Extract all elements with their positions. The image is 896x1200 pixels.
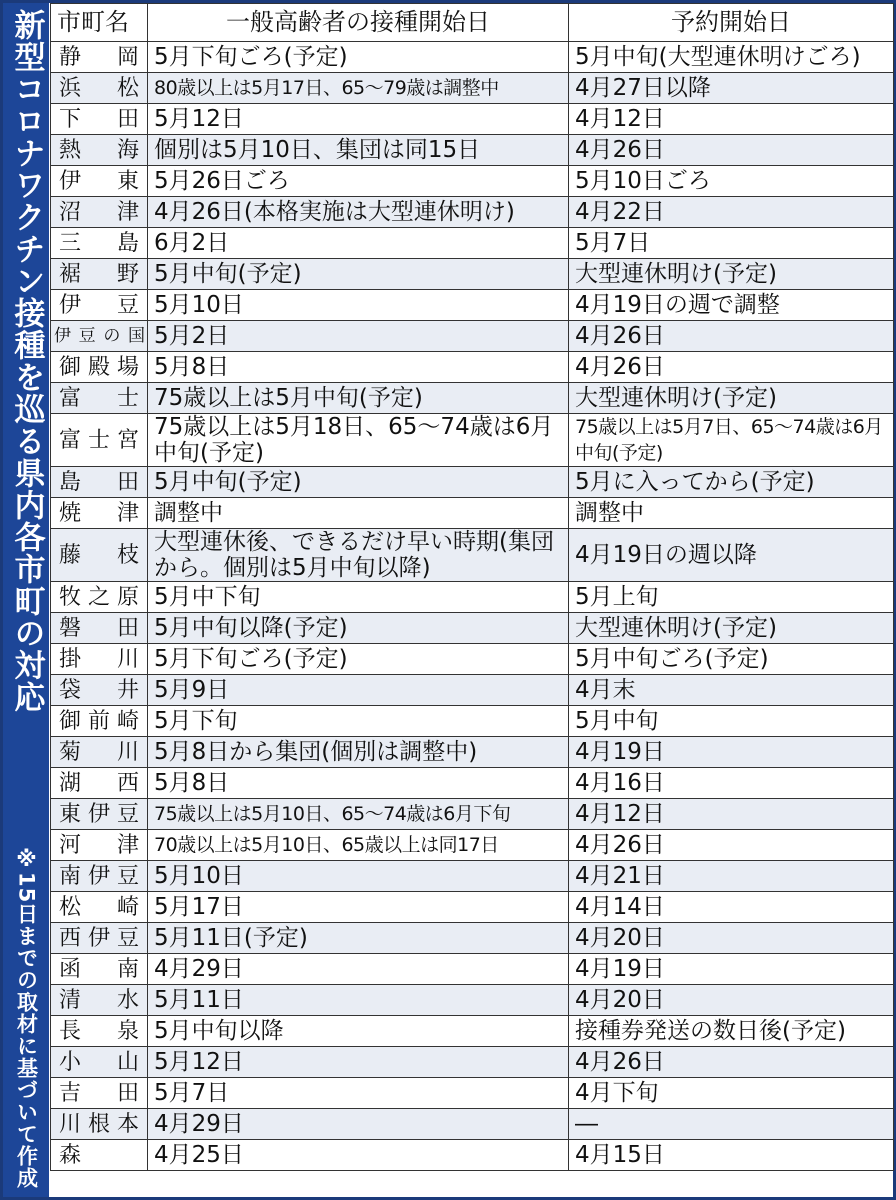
reserve-date-cell: 5月上旬	[569, 582, 894, 613]
reserve-date-cell: 4月26日	[569, 352, 894, 383]
side-banner	[3, 3, 49, 1197]
city-cell: 河津	[51, 830, 148, 861]
table-row	[51, 1109, 894, 1140]
city-cell: 富士	[51, 383, 148, 414]
city-cell: 川根本	[51, 1109, 148, 1140]
city-cell: 沼津	[51, 197, 148, 228]
reserve-date-cell: 4月20日	[569, 923, 894, 954]
reserve-date-cell: 4月19日の週で調整	[569, 290, 894, 321]
start-date-cell: 5月10日	[148, 861, 569, 892]
reserve-date-cell: 大型連休明け(予定)	[569, 613, 894, 644]
start-date-cell: 4月25日	[148, 1140, 569, 1171]
start-date-cell: 5月11日(予定)	[148, 923, 569, 954]
city-cell: 藤枝	[51, 529, 148, 582]
table-row	[51, 582, 894, 613]
start-date-cell: 75歳以上は5月18日、65～74歳は6月中旬(予定)	[148, 414, 569, 467]
reserve-date-cell: 調整中	[569, 498, 894, 529]
vaccination-table	[50, 3, 894, 1171]
start-date-cell: 5月8日	[148, 352, 569, 383]
start-date-cell: 5月12日	[148, 1047, 569, 1078]
city-cell: 函南	[51, 954, 148, 985]
header-reserve-date: 予約開始日	[569, 4, 894, 42]
city-cell: 吉田	[51, 1078, 148, 1109]
city-cell: 袋井	[51, 675, 148, 706]
reserve-date-cell: 4月27日以降	[569, 73, 894, 104]
reserve-date-cell: 4月12日	[569, 104, 894, 135]
reserve-date-cell: 接種券発送の数日後(予定)	[569, 1016, 894, 1047]
start-date-cell: 大型連休後、できるだけ早い時期(集団から。個別は5月中旬以降)	[148, 529, 569, 582]
table-row	[51, 985, 894, 1016]
reserve-date-cell: 4月19日の週以降	[569, 529, 894, 582]
table-row	[51, 923, 894, 954]
reserve-date-cell: 4月12日	[569, 799, 894, 830]
reserve-date-cell: 4月19日	[569, 954, 894, 985]
start-date-cell: 6月2日	[148, 228, 569, 259]
reserve-date-cell: 4月26日	[569, 830, 894, 861]
reserve-date-cell: 4月21日	[569, 861, 894, 892]
table-row	[51, 737, 894, 768]
reserve-date-cell: 5月中旬	[569, 706, 894, 737]
table-row	[51, 259, 894, 290]
city-cell: 松崎	[51, 892, 148, 923]
reserve-date-cell: 5月中旬ごろ(予定)	[569, 644, 894, 675]
reserve-date-cell: 5月に入ってから(予定)	[569, 467, 894, 498]
city-cell: 伊豆の国	[51, 321, 148, 352]
reserve-date-cell: 4月15日	[569, 1140, 894, 1171]
city-cell: 長泉	[51, 1016, 148, 1047]
start-date-cell: 5月17日	[148, 892, 569, 923]
start-date-cell: 75歳以上は5月中旬(予定)	[148, 383, 569, 414]
reserve-date-cell: 5月7日	[569, 228, 894, 259]
table-row	[51, 1078, 894, 1109]
reserve-date-cell: ―	[569, 1109, 894, 1140]
start-date-cell: 70歳以上は5月10日、65歳以上は同17日	[148, 830, 569, 861]
table-row	[51, 613, 894, 644]
table-row	[51, 414, 894, 467]
reserve-date-cell: 4月末	[569, 675, 894, 706]
table-row	[51, 352, 894, 383]
header-start-date: 一般高齢者の接種開始日	[148, 4, 569, 42]
start-date-cell: 5月中旬以降(予定)	[148, 613, 569, 644]
table-row	[51, 1140, 894, 1171]
reserve-date-cell: 4月20日	[569, 985, 894, 1016]
reserve-date-cell: 大型連休明け(予定)	[569, 383, 894, 414]
start-date-cell: 5月下旬ごろ(予定)	[148, 42, 569, 73]
start-date-cell: 5月2日	[148, 321, 569, 352]
city-cell: 小山	[51, 1047, 148, 1078]
table-row	[51, 892, 894, 923]
start-date-cell: 5月中旬(予定)	[148, 259, 569, 290]
reserve-date-cell: 4月26日	[569, 321, 894, 352]
city-cell: 伊東	[51, 166, 148, 197]
start-date-cell: 5月下旬ごろ(予定)	[148, 644, 569, 675]
start-date-cell: 4月29日	[148, 954, 569, 985]
city-cell: 三島	[51, 228, 148, 259]
start-date-cell: 5月8日	[148, 768, 569, 799]
city-cell: 南伊豆	[51, 861, 148, 892]
table-row	[51, 498, 894, 529]
header-city: 市町名	[51, 4, 148, 42]
reserve-date-cell: 4月26日	[569, 1047, 894, 1078]
start-date-cell: 5月下旬	[148, 706, 569, 737]
table-row	[51, 228, 894, 259]
city-cell: 御殿場	[51, 352, 148, 383]
city-cell: 富士宮	[51, 414, 148, 467]
start-date-cell: 4月29日	[148, 1109, 569, 1140]
start-date-cell: 5月10日	[148, 290, 569, 321]
city-cell: 熱海	[51, 135, 148, 166]
table-row	[51, 644, 894, 675]
start-date-cell: 個別は5月10日、集団は同15日	[148, 135, 569, 166]
table-row	[51, 675, 894, 706]
header-row	[51, 4, 894, 42]
reserve-date-cell: 75歳以上は5月7日、65～74歳は6月中旬(予定)	[569, 414, 894, 467]
start-date-cell: 5月12日	[148, 104, 569, 135]
city-cell: 牧之原	[51, 582, 148, 613]
side-note: ※15日までの取材に基づいて作成	[14, 846, 39, 1189]
reserve-date-cell: 5月10日ごろ	[569, 166, 894, 197]
city-cell: 島田	[51, 467, 148, 498]
city-cell: 裾野	[51, 259, 148, 290]
reserve-date-cell: 4月22日	[569, 197, 894, 228]
table-row	[51, 166, 894, 197]
reserve-date-cell: 4月26日	[569, 135, 894, 166]
start-date-cell: 4月26日(本格実施は大型連休明け)	[148, 197, 569, 228]
table-row	[51, 706, 894, 737]
city-cell: 御前崎	[51, 706, 148, 737]
table-row	[51, 861, 894, 892]
city-cell: 下田	[51, 104, 148, 135]
reserve-date-cell: 大型連休明け(予定)	[569, 259, 894, 290]
reserve-date-cell: 4月下旬	[569, 1078, 894, 1109]
start-date-cell: 5月7日	[148, 1078, 569, 1109]
city-cell: 焼津	[51, 498, 148, 529]
start-date-cell: 75歳以上は5月10日、65～74歳は6月下旬	[148, 799, 569, 830]
start-date-cell: 5月9日	[148, 675, 569, 706]
start-date-cell: 5月8日から集団(個別は調整中)	[148, 737, 569, 768]
reserve-date-cell: 4月14日	[569, 892, 894, 923]
side-title: 新型コロナワクチン接種を巡る県内各市町の対応	[8, 9, 45, 713]
city-cell: 清水	[51, 985, 148, 1016]
table-row	[51, 290, 894, 321]
table-row	[51, 104, 894, 135]
table-row	[51, 135, 894, 166]
start-date-cell: 調整中	[148, 498, 569, 529]
city-cell: 掛川	[51, 644, 148, 675]
table-row	[51, 830, 894, 861]
start-date-cell: 5月中旬(予定)	[148, 467, 569, 498]
city-cell: 伊豆	[51, 290, 148, 321]
city-cell: 湖西	[51, 768, 148, 799]
table-row	[51, 467, 894, 498]
city-cell: 西伊豆	[51, 923, 148, 954]
table-row	[51, 73, 894, 104]
start-date-cell: 5月中下旬	[148, 582, 569, 613]
start-date-cell: 5月11日	[148, 985, 569, 1016]
table-row	[51, 799, 894, 830]
table-row	[51, 1047, 894, 1078]
table-row	[51, 383, 894, 414]
city-cell: 磐田	[51, 613, 148, 644]
reserve-date-cell: 5月中旬(大型連休明けごろ)	[569, 42, 894, 73]
city-cell: 菊川	[51, 737, 148, 768]
table-row	[51, 42, 894, 73]
city-cell: 浜松	[51, 73, 148, 104]
reserve-date-cell: 4月16日	[569, 768, 894, 799]
city-cell: 静岡	[51, 42, 148, 73]
table-row	[51, 529, 894, 582]
table-row	[51, 1016, 894, 1047]
table-row	[51, 197, 894, 228]
city-cell: 東伊豆	[51, 799, 148, 830]
table-row	[51, 768, 894, 799]
start-date-cell: 5月中旬以降	[148, 1016, 569, 1047]
city-cell: 森	[51, 1140, 148, 1171]
reserve-date-cell: 4月19日	[569, 737, 894, 768]
start-date-cell: 5月26日ごろ	[148, 166, 569, 197]
table-row	[51, 954, 894, 985]
table-row	[51, 321, 894, 352]
start-date-cell: 80歳以上は5月17日、65～79歳は調整中	[148, 73, 569, 104]
